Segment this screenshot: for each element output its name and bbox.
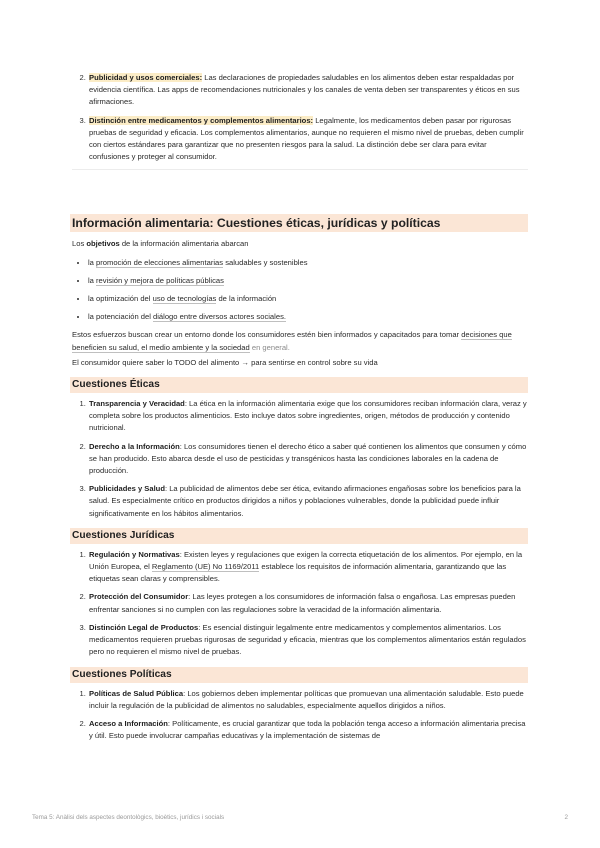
- underlined-term: uso de tecnologías: [152, 294, 217, 304]
- list-item: [88, 115, 528, 164]
- objectives-list: [72, 257, 528, 324]
- top-numbered-list: [72, 72, 528, 163]
- list-item: [88, 72, 528, 109]
- footer-title: Tema 5: Anàlisi dels aspectes deontològics, bioètics, jurídics i socials: [32, 814, 225, 821]
- intro-bold: objetivos: [86, 239, 120, 249]
- intro-paragraph: Los objetivos de la información alimentaria abarcan: [72, 239, 249, 249]
- underlined-term: decisiones que beneficien su salud, el medio ambiente y la sociedad: [72, 330, 512, 352]
- list-item: • la promoción de elecciones alimentarias saludables y sostenibles: [88, 257, 528, 269]
- section-heading: Información alimentaria: Cuestiones éticas, jurídicas y políticas: [70, 214, 528, 232]
- list-item: • la revisión y mejora de políticas públicas: [88, 275, 528, 287]
- list-item: 2. Acceso a Información: Políticamente, es crucial garantizar que toda la población tenga acceso a información alimentaria precisa y útil. Esto puede involucrar campañas educativas y la implementación de sistemas de: [88, 718, 528, 742]
- list-item: 1. Regulación y Normativas: Existen leyes y regulaciones que exigen la correcta etiquetación de los alimentos. Por ejemplo, en la Unión Europea, el Reglamento (UE) No 1169/2011 establece los requisitos de información alimentaria, garantizando que las etiquetas sean claras y comprensibles.: [88, 549, 528, 586]
- list-item: 3. Distinción Legal de Productos: Es esencial distinguir legalmente entre medicamentos y complementos alimentarios. Los medicamentos requieren pruebas rigurosas de seguridad y eficacia, mientras que los complementos alimentarios están regulados pero no requieren el mismo nivel de pruebas.: [88, 622, 528, 659]
- list-item: 2. Protección del Consumidor: Las leyes protegen a los consumidores de información falsa o engañosa. Las empresas pueden enfrentar sanciones si no cumplen con las regulaciones sobre la veracidad de la información alimentaria.: [88, 591, 528, 615]
- list-item: 1. Políticas de Salud Pública: Los gobiernos deben implementar políticas que promuevan una alimentación saludable. Esto puede incluir la regulación de la publicidad de alimentos no saludables, especialmente aquellos dirigidos a niños.: [88, 688, 528, 712]
- list-item: 2. Derecho a la Información: Los consumidores tienen el derecho ético a saber qué contienen los alimentos que consumen y cómo se han producido. Esto abarca desde el uso de pesticidas y transgénicos hasta las condiciones laborales en la cadena de producción.: [88, 441, 528, 478]
- list-item: 3. Publicidades y Salud: La publicidad de alimentos debe ser ética, evitando afirmaciones engañosas sobre los beneficios para la salud. Es especialmente crítico en productos dirigidos a niños y poblaciones vulnerables, donde la publicidad puede influir significativamente en los hábitos alimentarios.: [88, 483, 528, 520]
- list-item: 1. Transparencia y Veracidad: La ética en la información alimentaria exige que los consumidores reciban información clara, veraz y completa sobre los productos alimenticios. Esto incluye datos sobre ingredientes, origen, métodos de producción y contenido nutricional.: [88, 398, 528, 435]
- list-item: • la potenciación del diálogo entre diversos actores sociales.: [88, 311, 528, 323]
- divider: [72, 169, 528, 170]
- subheading-eticas: Cuestiones Éticas: [70, 377, 528, 393]
- page-footer: [32, 812, 568, 824]
- item-title: Publicidad y usos comerciales:: [89, 73, 203, 82]
- page-number: 2: [564, 814, 568, 821]
- eticas-list: [72, 398, 528, 520]
- consumer-paragraph: El consumidor quiere saber lo TODO del alimento → para sentirse en control sobre su vida: [72, 357, 378, 367]
- item-title: Distinción entre medicamentos y complementos alimentarios:: [89, 115, 314, 125]
- list-item: • la optimización del uso de tecnologías de la información: [88, 293, 528, 305]
- subheading-politicas: Cuestiones Políticas: [70, 667, 528, 683]
- item-text: Legalmente, los medicamentos deben pasar por rigurosas pruebas de seguridad y eficacia. Los complementos alimentarios, aunque no requieren el mismo nivel de pruebas, deben cumplir con ciertos estándares para garantizar que no presenten riesgos para la salud. La distinción debe ser clara para evitar confusiones y proteger al consumidor.: [89, 115, 524, 162]
- underlined-term: promoción de elecciones alimentarias: [96, 257, 224, 267]
- juridicas-list: [72, 549, 528, 659]
- politicas-list: [72, 688, 528, 743]
- item-text: Las declaraciones de propiedades saludables en los alimentos deben estar respaldadas por evidencia científica. Las apps de recomendaciones nutricionales y los canales de venta deben ser transparentes y éticos en sus afirmaciones.: [89, 73, 520, 107]
- underlined-term: revisión y mejora de políticas públicas: [96, 275, 224, 285]
- efforts-paragraph: Estos esfuerzos buscan crear un entorno donde los consumidores estén bien informados y capacitados para tomar decisiones que beneficien su salud, el medio ambiente y la sociedad en general.: [72, 330, 512, 352]
- page-content: [72, 72, 528, 748]
- regulation-link[interactable]: Reglamento (UE) No 1169/2011: [151, 562, 260, 572]
- underlined-term: diálogo entre diversos actores sociales.: [153, 312, 286, 322]
- subheading-juridicas: Cuestiones Jurídicas: [70, 528, 528, 544]
